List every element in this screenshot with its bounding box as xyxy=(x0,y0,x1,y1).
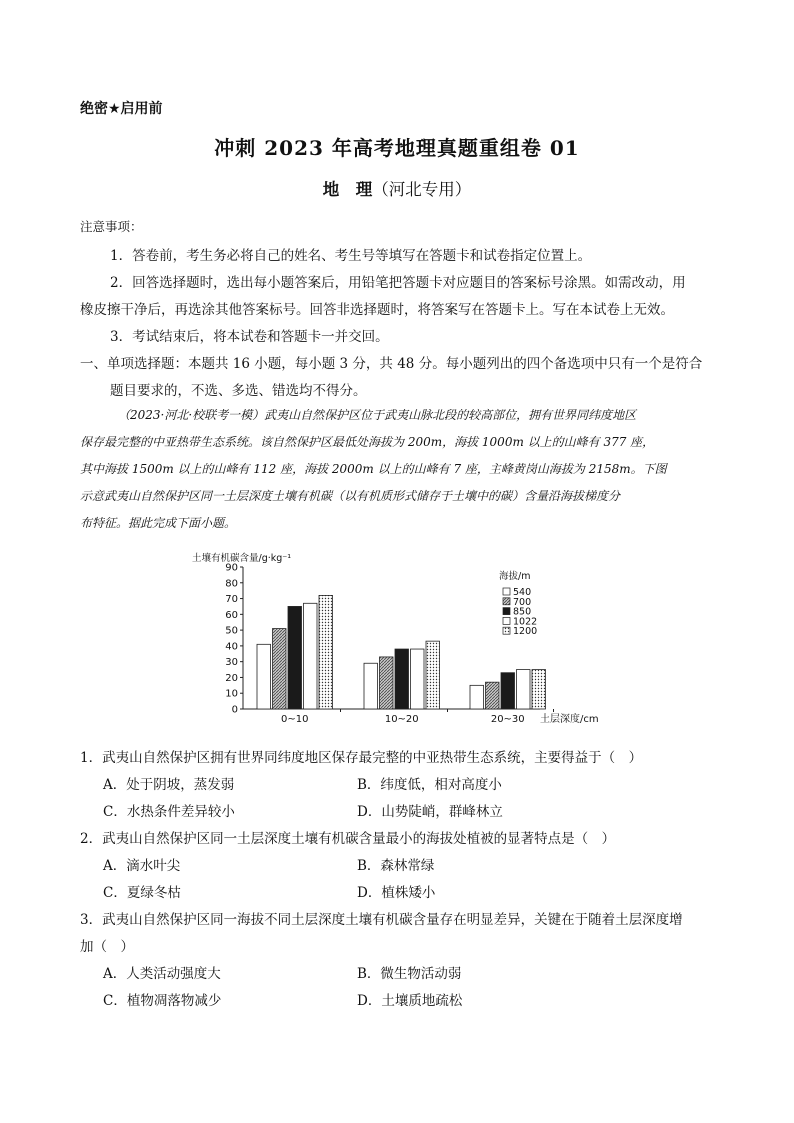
bar-700-0~10 xyxy=(273,629,287,709)
bar-540-10~20 xyxy=(364,663,378,709)
bar-850-0~10 xyxy=(288,606,302,709)
bar-540-20~30 xyxy=(470,685,484,709)
y-tick-label: 50 xyxy=(225,625,238,637)
question-1-option-c[interactable]: C．水热条件差异较小 xyxy=(103,804,235,820)
question-2-option-c[interactable]: C．夏绿冬枯 xyxy=(103,885,181,901)
bar-1022-20~30 xyxy=(517,670,531,709)
legend-title: 海拔/m xyxy=(499,571,531,582)
note-item-1: 1．答卷前，考生务必将自己的姓名、考生号等填写在答题卡和试卷指定位置上。 xyxy=(110,248,592,264)
notes-heading: 注意事项： xyxy=(80,219,143,234)
subject-name: 地 理 xyxy=(322,180,373,199)
bar-1022-0~10 xyxy=(304,603,318,709)
y-tick-label: 80 xyxy=(225,578,238,590)
page-title: 冲刺 2023 年高考地理真题重组卷 01 xyxy=(214,136,580,160)
bar-1200-0~10 xyxy=(319,595,333,709)
bar-850-10~20 xyxy=(395,649,409,709)
passage-line-3: 其中海拔 1500m 以上的山峰有 112 座，海拔 2000m 以上的山峰有 7 座，主峰黄岗山海拔为 2158m。下图 xyxy=(80,462,667,476)
y-tick-label: 70 xyxy=(225,594,238,606)
subject-title xyxy=(0,176,794,200)
question-3-stem-line-1: 3．武夷山自然保护区同一海拔不同土层深度土壤有机碳含量存在明显差异，关键在于随着土层深度增 xyxy=(80,912,683,928)
legend-label-850: 850 xyxy=(513,606,532,618)
legend-swatch-540 xyxy=(503,588,510,595)
legend-swatch-1022 xyxy=(503,617,510,624)
bar-850-20~30 xyxy=(501,673,515,709)
legend-swatch-850 xyxy=(503,608,510,615)
question-3-stem-line-2: 加（ ） xyxy=(80,939,134,955)
x-category-label: 20~30 xyxy=(490,714,525,725)
bar-1200-20~30 xyxy=(532,670,546,709)
y-tick-label: 60 xyxy=(225,609,238,621)
legend-label-1200: 1200 xyxy=(513,626,538,638)
edition-label: （河北专用） xyxy=(372,180,472,199)
legend-label-1022: 1022 xyxy=(513,616,538,628)
section-heading-line-1: 一、单项选择题：本题共 16 小题，每小题 3 分，共 48 分。每小题列出的四个备选项中只有一个是符合 xyxy=(80,356,703,372)
legend-swatch-700 xyxy=(503,598,510,605)
bar-1200-10~20 xyxy=(426,641,440,709)
y-tick-label: 10 xyxy=(225,688,238,700)
x-axis-label: 土层深度/cm xyxy=(540,714,599,725)
bar-1022-10~20 xyxy=(411,649,425,709)
passage-line-2: 保存最完整的中亚热带生态系统。该自然保护区最低处海拔为 200m，海拔 1000m 以上的山峰有 377 座， xyxy=(80,435,655,449)
y-tick-label: 40 xyxy=(225,641,238,653)
question-2-option-d[interactable]: D．植株矮小 xyxy=(357,885,436,901)
note-item-2-line-1: 2．回答选择题时，选出每小题答案后，用铅笔把答题卡对应题目的答案标号涂黑。如需改动，用 xyxy=(110,275,686,291)
y-tick-label: 90 xyxy=(225,562,238,574)
question-1-option-b[interactable]: B．纬度低，相对高度小 xyxy=(357,777,502,793)
legend-label-700: 700 xyxy=(513,596,532,608)
question-1-option-a[interactable]: A．处于阴坡，蒸发弱 xyxy=(103,777,235,793)
passage-line-5: 布特征。据此完成下面小题。 xyxy=(80,516,237,530)
question-1-option-d[interactable]: D．山势陡峭，群峰林立 xyxy=(357,804,503,820)
question-1-stem: 1．武夷山自然保护区拥有世界同纬度地区保存最完整的中亚热带生态系统，主要得益于（ ） xyxy=(80,750,643,766)
section-heading-line-2: 题目要求的，不选、多选、错选均不得分。 xyxy=(110,383,367,399)
legend-swatch-1200 xyxy=(503,627,510,634)
y-axis-label: 土壤有机碳含量/g·kg⁻¹ xyxy=(192,553,292,564)
question-3-option-d[interactable]: D．土壤质地疏松 xyxy=(357,993,463,1009)
question-2-stem: 2．武夷山自然保护区同一土层深度土壤有机碳含量最小的海拔处植被的显著特点是（ ） xyxy=(80,831,616,847)
y-tick-label: 30 xyxy=(225,657,238,669)
question-2-option-b[interactable]: B．森林常绿 xyxy=(357,858,435,874)
confidential-label: 绝密★启用前 xyxy=(80,101,163,117)
bar-700-10~20 xyxy=(380,657,394,709)
x-category-label: 10~20 xyxy=(384,714,419,725)
bar-540-0~10 xyxy=(257,644,271,709)
question-3-option-c[interactable]: C．植物凋落物减少 xyxy=(103,993,222,1009)
y-tick-label: 0 xyxy=(231,704,238,716)
bar-700-20~30 xyxy=(486,682,500,709)
passage-line-1: （2023·河北·校联考一模）武夷山自然保护区位于武夷山脉北段的较高部位，拥有世界同纬度地区 xyxy=(118,408,637,422)
question-2-option-a[interactable]: A．滴水叶尖 xyxy=(103,858,181,874)
question-3-option-b[interactable]: B．微生物活动弱 xyxy=(357,966,462,982)
legend-label-540: 540 xyxy=(513,587,532,598)
note-item-3: 3．考试结束后，将本试卷和答题卡一并交回。 xyxy=(110,329,389,345)
passage-line-4: 示意武夷山自然保护区同一土层深度土壤有机碳（以有机质形式储存于土壤中的碳）含量沿海拔梯度分 xyxy=(80,489,621,503)
note-item-2-line-2: 橡皮擦干净后，再选涂其他答案标号。回答非选择题时，将答案写在答题卡上。写在本试卷上无效。 xyxy=(80,302,674,318)
x-category-label: 0~10 xyxy=(281,714,309,725)
question-3-option-a[interactable]: A．人类活动强度大 xyxy=(103,966,221,982)
y-tick-label: 20 xyxy=(225,672,238,684)
